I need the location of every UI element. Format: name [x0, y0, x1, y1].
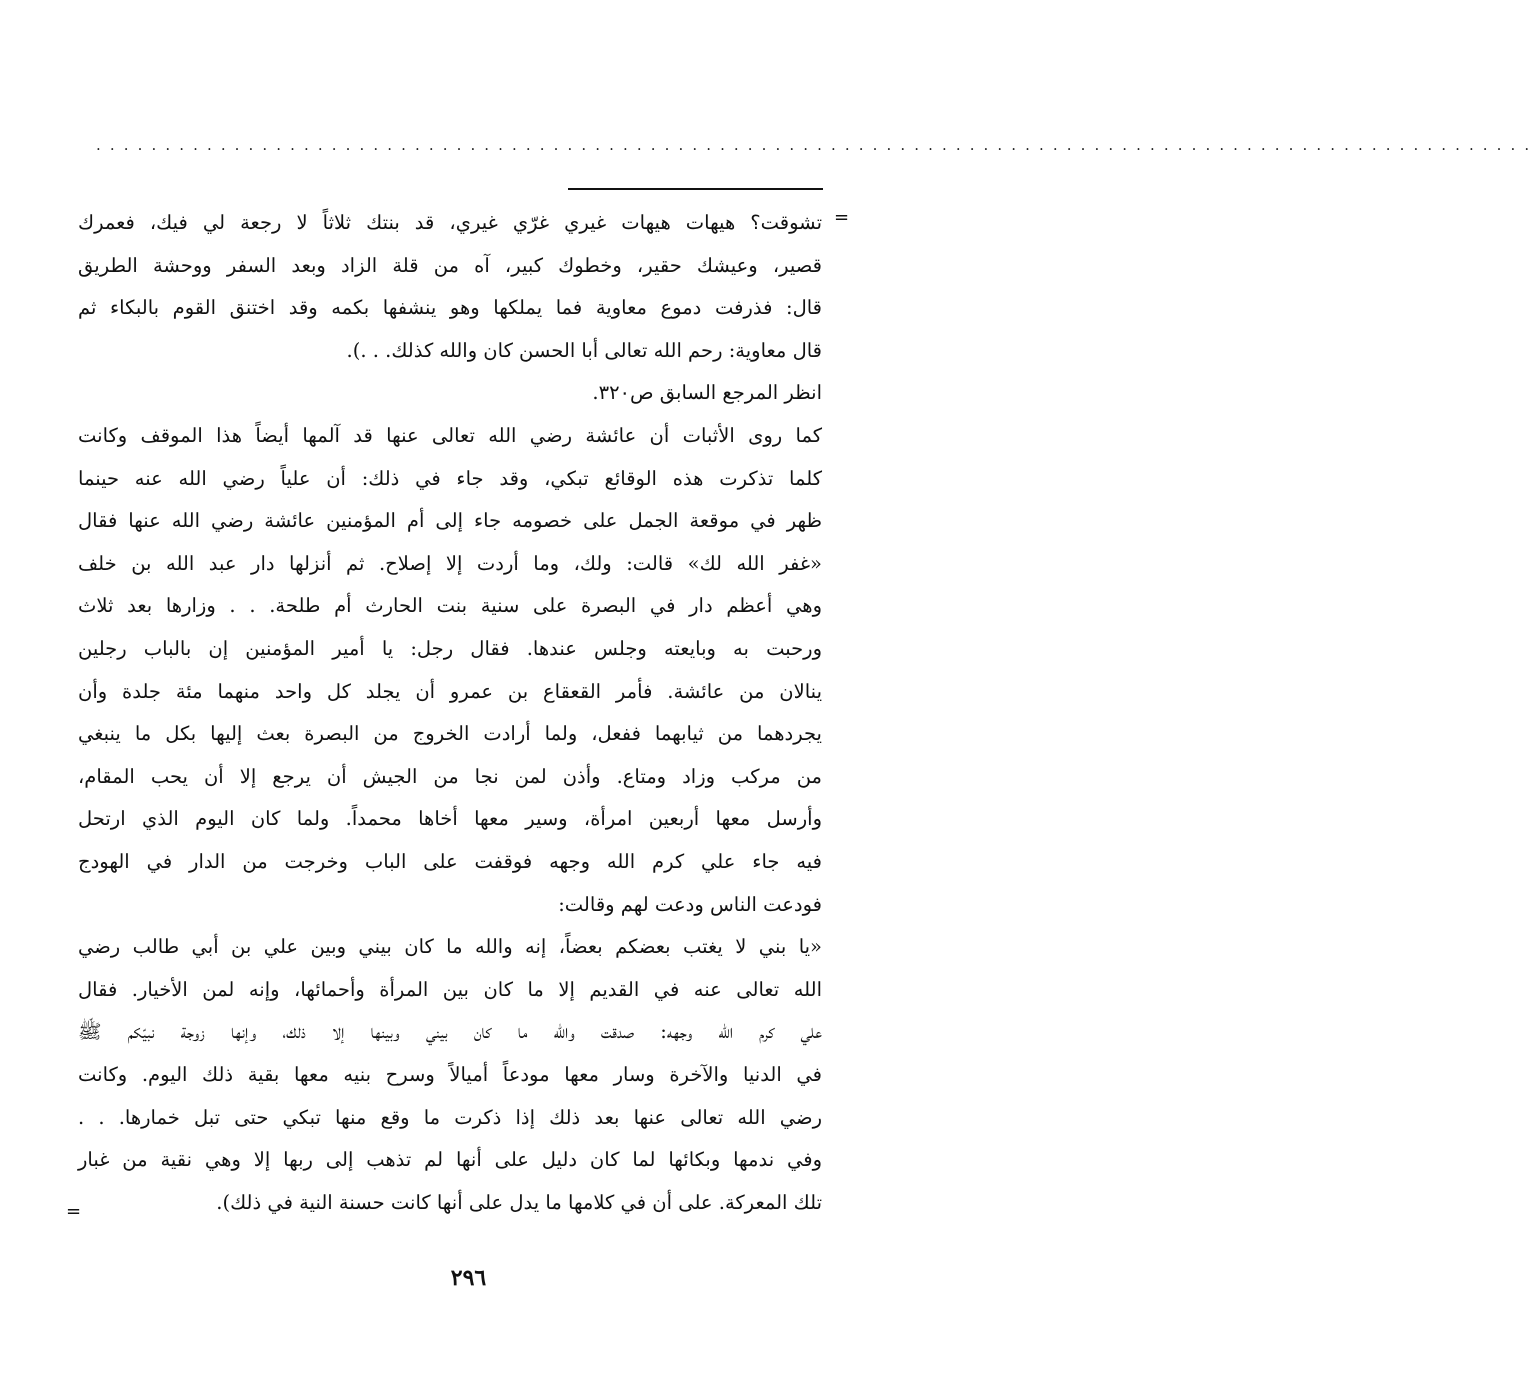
text-line: من مركب وزاد ومتاع. وأذن لمن نجا من الجيش أن يرجع إلا أن يحب المقام، [78, 764, 822, 788]
continuation-mark-bottom: = [66, 1201, 82, 1222]
text-line: ورحبت به وبايعته وجلس عندها. فقال رجل: يا أمير المؤمنين إن بالباب رجلين [78, 636, 822, 660]
text-line: يجردهما من ثيابهما ففعل، ولما أرادت الخروج من البصرة بعث إليها بكل ما ينبغي [78, 722, 822, 746]
continuation-mark-top: = [834, 207, 850, 228]
text-line: فيه جاء علي كرم الله وجهه فوقفت على الباب وخرجت من الدار في الهودج [78, 849, 822, 873]
text-line: وهي أعظم دار في البصرة على سنية بنت الحارث أم طلحة. . . وزارها بعد ثلاث [78, 594, 822, 618]
footnote-rule [568, 188, 823, 190]
main-text-block [78, 415, 822, 1224]
footnote-line: قصير، وعيشك حقير، وخطوك كبير، آه من قلة الزاد وبعد السفر ووحشة الطريق [78, 253, 822, 277]
text-line: فودعت الناس ودعت لهم وقالت: [558, 892, 822, 916]
text-line: «غفر الله لك» قالت: ولك، وما أردت إلا إصلاح. ثم أنزلها دار عبد الله بن خلف [78, 551, 822, 575]
text-line: كلما تذكرت هذه الوقائع تبكي، وقد جاء في ذلك: أن علياً رضي الله عنه حينما [78, 466, 822, 490]
footnote-line: قال معاوية: رحم الله تعالى أبا الحسن كان والله كذلك. . .). [346, 338, 822, 362]
dotted-separator: ........................................................................................................ [96, 136, 1538, 154]
text-line: ينالان من عائشة. فأمر القعقاع بن عمرو أن يجلد كل واحد منهما مئة جلدة وأن [78, 679, 822, 703]
footnote-line: تشوقت؟ هيهات هيهات غيري غرّي غيري، قد بنتك ثلاثاً لا رجعة لي فيك، فعمرك [78, 211, 822, 234]
text-line: وأرسل معها أربعين امرأة، وسير معها أخاها محمداً. ولما كان اليوم الذي ارتحل [78, 807, 822, 831]
quote-line: في الدنيا والآخرة وسار معها مودعاً أميالاً وسرح بنيه معها بقية ذلك اليوم. وكانت [78, 1062, 822, 1086]
quote-line: تلك المعركة. على أن في كلامها ما يدل على أنها كانت حسنة النية في ذلك). [216, 1190, 822, 1214]
footnote-reference: انظر المرجع السابق ص٣٢٠. [592, 381, 822, 405]
text-line: كما روى الأثبات أن عائشة رضي الله تعالى عنها قد آلمها أيضاً هذا الموقف وكانت [78, 424, 822, 447]
quote-line: الله تعالى عنه في القديم إلا ما كان بين المرأة وأحمائها، وإنه لمن الأخيار. فقال [78, 977, 822, 1001]
quote-line: «يا بني لا يغتب بعضكم بعضاً، إنه والله ما كان بيني وبين علي بن أبي طالب رضي [78, 935, 822, 959]
quote-line: علي كرم الله وجهه: صدقت والله ما كان بيني وبينها إلا ذلك، وإنها زوجة نبيّكم ﷺ [78, 1020, 822, 1044]
page-number: ٢٩٦ [450, 1265, 487, 1291]
footnote-block [78, 202, 822, 415]
text-line: ظهر في موقعة الجمل على خصومه جاء إلى أم المؤمنين عائشة رضي الله عنها فقال [78, 509, 822, 533]
quote-line: وفي ندمها وبكائها لما كان دليل على أنها لم تذهب إلى ربها إلا وهي نقية من غبار [78, 1148, 822, 1172]
footnote-line: قال: فذرفت دموع معاوية فما يملكها وهو ينشفها بكمه وقد اختنق القوم بالبكاء ثم [78, 296, 822, 320]
quote-line: رضي الله تعالى عنها بعد ذلك إذا ذكرت ما وقع منها تبكي حتى تبل خمارها. . . [78, 1105, 822, 1129]
